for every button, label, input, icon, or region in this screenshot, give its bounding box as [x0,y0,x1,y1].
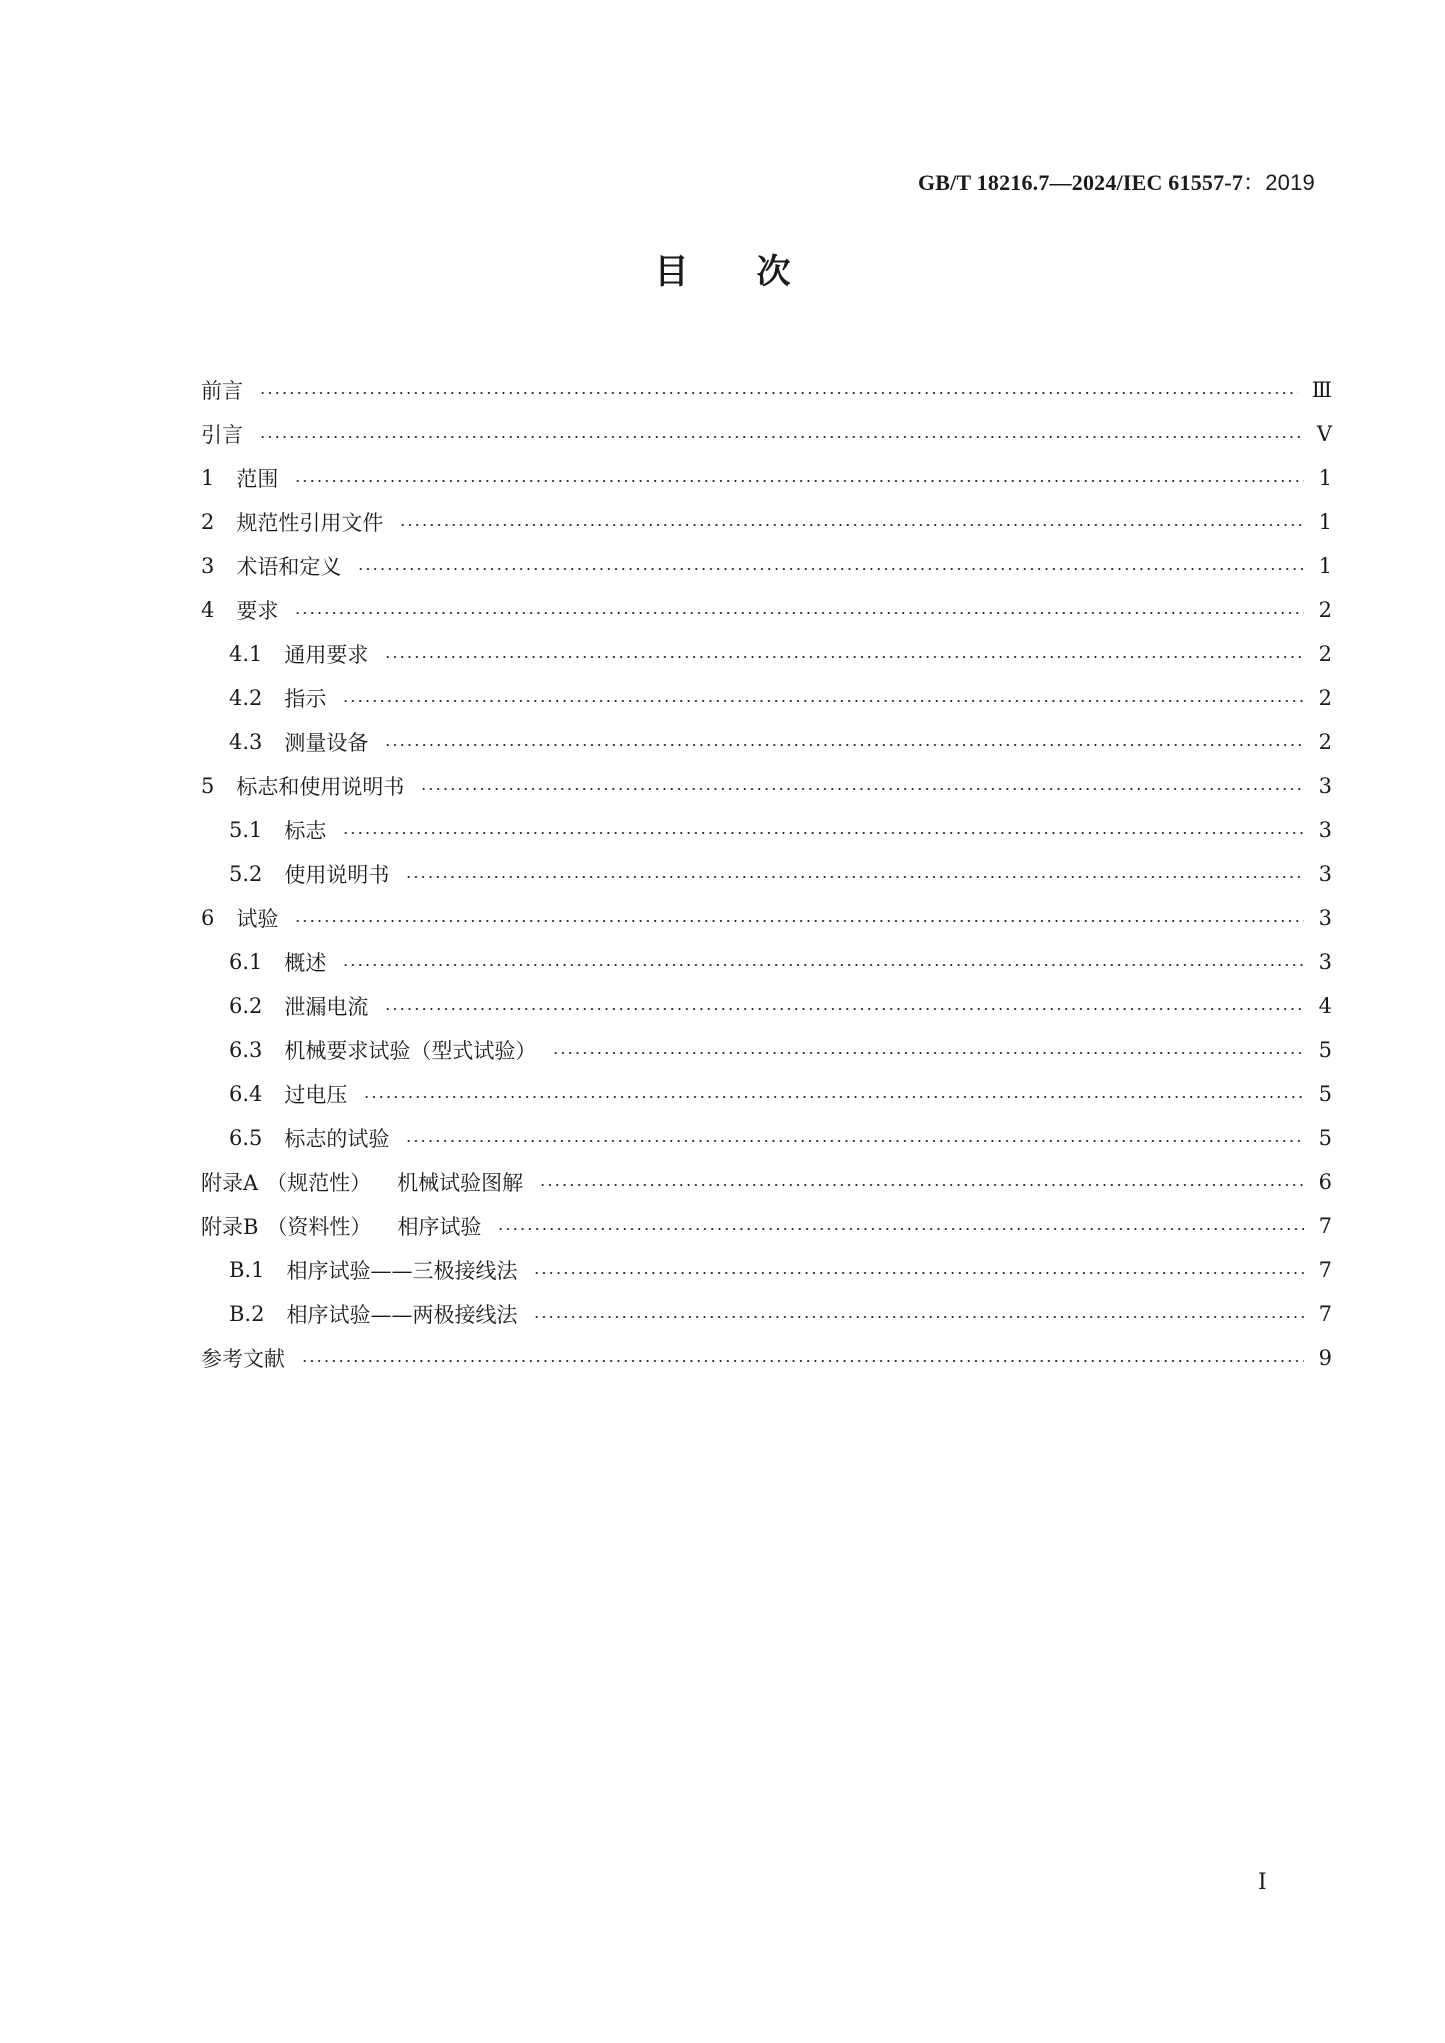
toc-dot-leader [552,1051,1304,1055]
toc-dot-leader [259,435,1303,439]
toc-entry-label [229,947,326,977]
toc-entry-title: 使用说明书 [284,863,390,887]
toc-entry-label [201,375,243,405]
toc-entry-page: 2 [1318,686,1332,710]
toc-entry-title: 试验 [236,907,279,931]
toc-entry[interactable] [201,1072,1332,1116]
toc-entry[interactable] [201,1028,1332,1072]
toc-entry-label [201,507,383,537]
toc-entry[interactable] [201,940,1332,984]
toc-entry-title: 规范性引用文件 [236,511,384,535]
toc-entry-title: 相序试验——三极接线法 [286,1259,518,1283]
toc-entry-label [201,1343,285,1373]
toc-dot-leader [342,699,1304,703]
toc-entry[interactable] [201,1116,1332,1160]
toc-entry[interactable] [201,1336,1332,1380]
toc-entry-label [201,1211,481,1241]
toc-entry[interactable] [201,544,1332,588]
toc-dot-leader [342,963,1304,967]
toc-entry[interactable] [201,456,1332,500]
toc-entry-label [229,1299,517,1329]
toc-entry-page: 2 [1318,642,1332,666]
toc-entry[interactable] [201,808,1332,852]
toc-entry-title: 要求 [236,599,279,623]
toc-entry-page: 3 [1318,774,1332,798]
toc-dot-leader [384,1007,1304,1011]
toc-entry-page: 7 [1318,1302,1332,1326]
toc-entry-title: 参考文献 [201,1347,285,1371]
toc-dot-leader [301,1359,1304,1363]
toc-entry-page: 5 [1318,1126,1332,1150]
toc-dot-leader [399,523,1304,527]
toc-entry-annex: 附录B [201,1215,259,1239]
toc-entry-number: 6.2 [229,994,263,1018]
toc-entry-label [229,639,368,669]
toc-entry-label [229,1123,389,1153]
toc-entry[interactable] [201,1248,1332,1292]
toc-entry-number: 2 [201,510,215,534]
toc-entry-label [201,551,341,581]
standard-code-main: GB/T 18216.7—2024/IEC 61557-7 [918,170,1244,195]
toc-entry-number: 5.2 [229,862,263,886]
toc-entry-page: Ⅴ [1316,422,1332,446]
toc-entry-number: 1 [201,466,215,490]
toc-entry-page: 3 [1318,950,1332,974]
toc-entry-number: 6.4 [229,1082,263,1106]
toc-dot-leader [497,1227,1304,1231]
toc-entry-title: 泄漏电流 [284,995,369,1019]
toc-entry-number: 6.3 [229,1038,263,1062]
toc-entry-title: 通用要求 [284,643,369,667]
toc-entry-page: 9 [1318,1346,1332,1370]
toc-entry-number: 4.2 [229,686,263,710]
toc-entry-page: 1 [1318,554,1332,578]
toc-entry-label [229,1035,536,1065]
toc-entry-label [201,903,278,933]
toc-dot-leader [294,919,1304,923]
toc-entry-label [229,1079,347,1109]
toc-dot-leader [363,1095,1304,1099]
toc-entry-title: 标志 [284,819,327,843]
page-title: 目次 [654,252,859,292]
toc-entry-label [201,419,243,449]
standard-code-year: 2019 [1265,170,1315,195]
toc-entry[interactable] [201,368,1332,412]
toc-entry-number: 4.1 [229,642,263,666]
toc-dot-leader [342,831,1304,835]
toc-entry[interactable] [201,1160,1332,1204]
toc-dot-leader [357,567,1304,571]
toc-dot-leader [533,1315,1304,1319]
toc-entry-label [201,595,278,625]
toc-dot-leader [294,611,1304,615]
toc-entry-label [229,815,326,845]
toc-entry[interactable] [201,896,1332,940]
toc-entry-number: B.2 [229,1302,265,1326]
toc-entry-page: 5 [1318,1038,1332,1062]
toc-entry-label [229,859,389,889]
toc-entry-title: 过电压 [284,1083,348,1107]
toc-entry-title: 概述 [284,951,327,975]
toc-entry[interactable] [201,764,1332,808]
toc-dot-leader [384,655,1304,659]
toc-entry[interactable] [201,720,1332,764]
toc-entry-page: 3 [1318,906,1332,930]
toc-entry[interactable] [201,412,1332,456]
toc-entry-title: 前言 [201,379,243,403]
toc-entry-title: 范围 [236,467,279,491]
toc-entry-title: 标志的试验 [284,1127,390,1151]
toc-entry[interactable] [201,1292,1332,1336]
toc-entry-number: 5.1 [229,818,263,842]
toc-entry[interactable] [201,500,1332,544]
toc-entry-label [229,683,326,713]
toc-dot-leader [420,787,1304,791]
toc-entry-title: 机械试验图解 [397,1171,524,1195]
toc-entry[interactable] [201,588,1332,632]
toc-entry-label [229,1255,517,1285]
toc-entry-title: 标志和使用说明书 [236,775,405,799]
toc-entry-number: B.1 [229,1258,265,1282]
toc-dot-leader [405,1139,1304,1143]
toc-entry-page: 7 [1318,1214,1332,1238]
toc-entry-title: 相序试验 [397,1215,482,1239]
toc-entry-label [201,771,404,801]
toc-entry-label [229,991,368,1021]
toc-entry-annex: 附录A [201,1171,259,1195]
toc-entry[interactable] [201,1204,1332,1248]
toc-entry[interactable] [201,676,1332,720]
toc-entry-title: 机械要求试验（型式试验） [284,1039,537,1063]
toc-dot-leader [384,743,1304,747]
toc-entry-label [229,727,368,757]
toc-entry-title: 相序试验——两极接线法 [286,1303,518,1327]
toc-entry-number: 5 [201,774,215,798]
toc-entry-page: 4 [1318,994,1332,1018]
toc-entry-page: 5 [1318,1082,1332,1106]
toc-entry[interactable] [201,984,1332,1028]
toc-entry-number: 4.3 [229,730,263,754]
toc-entry-page: 7 [1318,1258,1332,1282]
toc-entry-title: 测量设备 [284,731,369,755]
standard-code [918,166,1315,197]
toc-dot-leader [533,1271,1304,1275]
toc-entry-page: 3 [1318,818,1332,842]
toc-entry-page: 1 [1318,510,1332,534]
toc-entry-number: 6 [201,906,215,930]
toc-dot-leader [294,479,1304,483]
toc-dot-leader [539,1183,1304,1187]
toc-entry-page: 3 [1318,862,1332,886]
toc-entry-number: 6.1 [229,950,263,974]
toc-entry-annex-type: （规范性） [266,1171,372,1195]
toc-entry[interactable] [201,852,1332,896]
toc-entry-title: 引言 [201,423,243,447]
toc-dot-leader [405,875,1304,879]
toc-entry-page: 1 [1318,466,1332,490]
toc-entry-number: 3 [201,554,215,578]
toc-entry-number: 6.5 [229,1126,263,1150]
toc-entry[interactable] [201,632,1332,676]
toc-entry-page: 2 [1318,598,1332,622]
standard-code-separator: ： [1243,171,1266,196]
toc-entry-label [201,1167,523,1197]
toc-entry-number: 4 [201,598,215,622]
toc-entry-label [201,463,278,493]
toc-entry-page: 6 [1318,1170,1332,1194]
toc-entry-title: 术语和定义 [236,555,342,579]
toc-entry-page: Ⅲ [1311,378,1332,402]
toc-entry-title: 指示 [284,687,327,711]
toc-dot-leader [259,391,1298,395]
page-number: Ⅰ [1258,1870,1267,1895]
toc-entry-page: 2 [1318,730,1332,754]
table-of-contents [201,368,1332,1380]
toc-entry-annex-type: （资料性） [266,1215,372,1239]
